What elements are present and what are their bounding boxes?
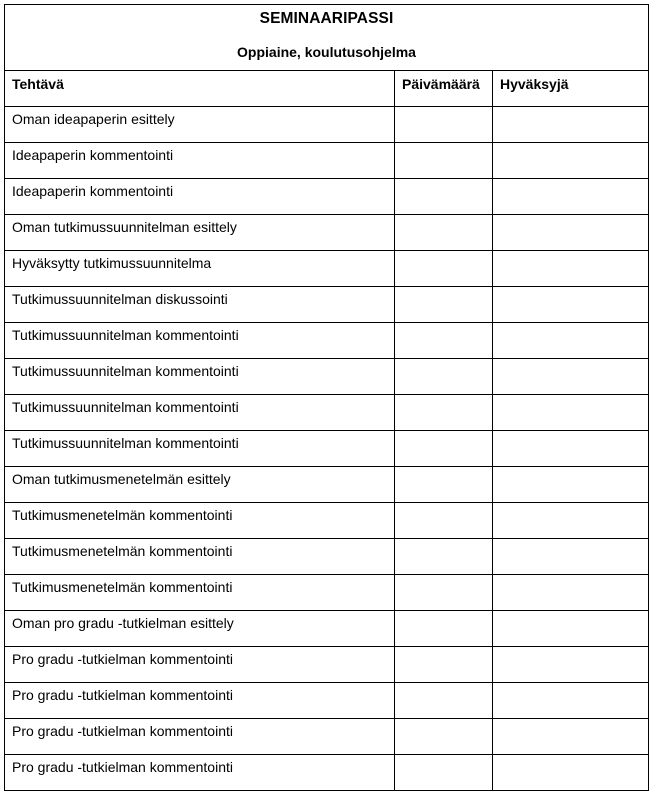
task-cell: Ideapaperin kommentointi	[5, 143, 395, 179]
approver-cell[interactable]	[493, 215, 649, 251]
approver-cell[interactable]	[493, 719, 649, 755]
date-cell[interactable]	[395, 611, 493, 647]
task-cell: Tutkimussuunnitelman kommentointi	[5, 323, 395, 359]
table-row	[5, 539, 649, 575]
date-cell[interactable]	[395, 323, 493, 359]
table-row	[5, 431, 649, 467]
approver-cell[interactable]	[493, 359, 649, 395]
approver-cell[interactable]	[493, 143, 649, 179]
task-cell: Tutkimussuunnitelman kommentointi	[5, 359, 395, 395]
title-cell	[5, 5, 649, 71]
approver-cell[interactable]	[493, 467, 649, 503]
table-row	[5, 395, 649, 431]
date-cell[interactable]	[395, 467, 493, 503]
date-cell[interactable]	[395, 179, 493, 215]
task-cell: Pro gradu -tutkielman kommentointi	[5, 719, 395, 755]
date-cell[interactable]	[395, 539, 493, 575]
date-cell[interactable]	[395, 755, 493, 791]
approver-cell[interactable]	[493, 251, 649, 287]
date-cell[interactable]	[395, 143, 493, 179]
table-row	[5, 251, 649, 287]
document-subtitle: Oppiaine, koulutusohjelma	[237, 44, 416, 60]
date-cell[interactable]	[395, 683, 493, 719]
table-row	[5, 755, 649, 791]
table-row	[5, 611, 649, 647]
date-cell[interactable]	[395, 215, 493, 251]
date-cell[interactable]	[395, 107, 493, 143]
date-cell[interactable]	[395, 287, 493, 323]
table-row	[5, 359, 649, 395]
seminar-passport-table	[4, 4, 649, 791]
table-row	[5, 107, 649, 143]
header-row	[5, 71, 649, 107]
title-row	[5, 5, 649, 71]
table-row	[5, 467, 649, 503]
table-row	[5, 143, 649, 179]
approver-cell[interactable]	[493, 287, 649, 323]
date-cell[interactable]	[395, 395, 493, 431]
approver-cell[interactable]	[493, 323, 649, 359]
task-cell: Oman tutkimussuunnitelman esittely	[5, 215, 395, 251]
task-cell: Oman tutkimusmenetelmän esittely	[5, 467, 395, 503]
document-title: SEMINAARIPASSI	[259, 10, 394, 27]
approver-cell[interactable]	[493, 503, 649, 539]
table-row	[5, 323, 649, 359]
task-cell: Pro gradu -tutkielman kommentointi	[5, 647, 395, 683]
date-cell[interactable]	[395, 503, 493, 539]
approver-cell[interactable]	[493, 683, 649, 719]
table-row	[5, 719, 649, 755]
task-cell: Tutkimusmenetelmän kommentointi	[5, 503, 395, 539]
date-cell[interactable]	[395, 251, 493, 287]
table-row	[5, 647, 649, 683]
task-cell: Hyväksytty tutkimussuunnitelma	[5, 251, 395, 287]
task-cell: Tutkimussuunnitelman kommentointi	[5, 431, 395, 467]
task-cell: Tutkimussuunnitelman kommentointi	[5, 395, 395, 431]
column-header-approver: Hyväksyjä	[493, 71, 649, 107]
approver-cell[interactable]	[493, 107, 649, 143]
approver-cell[interactable]	[493, 539, 649, 575]
table-row	[5, 683, 649, 719]
task-cell: Pro gradu -tutkielman kommentointi	[5, 755, 395, 791]
approver-cell[interactable]	[493, 395, 649, 431]
task-cell: Oman pro gradu -tutkielman esittely	[5, 611, 395, 647]
date-cell[interactable]	[395, 431, 493, 467]
approver-cell[interactable]	[493, 179, 649, 215]
table-row	[5, 215, 649, 251]
date-cell[interactable]	[395, 359, 493, 395]
approver-cell[interactable]	[493, 575, 649, 611]
date-cell[interactable]	[395, 647, 493, 683]
approver-cell[interactable]	[493, 611, 649, 647]
task-cell: Tutkimusmenetelmän kommentointi	[5, 539, 395, 575]
task-cell: Oman ideapaperin esittely	[5, 107, 395, 143]
table-row	[5, 503, 649, 539]
column-header-date: Päivämäärä	[395, 71, 493, 107]
approver-cell[interactable]	[493, 755, 649, 791]
table-row	[5, 179, 649, 215]
date-cell[interactable]	[395, 719, 493, 755]
task-cell: Ideapaperin kommentointi	[5, 179, 395, 215]
task-cell: Tutkimussuunnitelman diskussointi	[5, 287, 395, 323]
table-row	[5, 287, 649, 323]
date-cell[interactable]	[395, 575, 493, 611]
approver-cell[interactable]	[493, 647, 649, 683]
column-header-task: Tehtävä	[5, 71, 395, 107]
approver-cell[interactable]	[493, 431, 649, 467]
task-cell: Tutkimusmenetelmän kommentointi	[5, 575, 395, 611]
table-row	[5, 575, 649, 611]
task-cell: Pro gradu -tutkielman kommentointi	[5, 683, 395, 719]
